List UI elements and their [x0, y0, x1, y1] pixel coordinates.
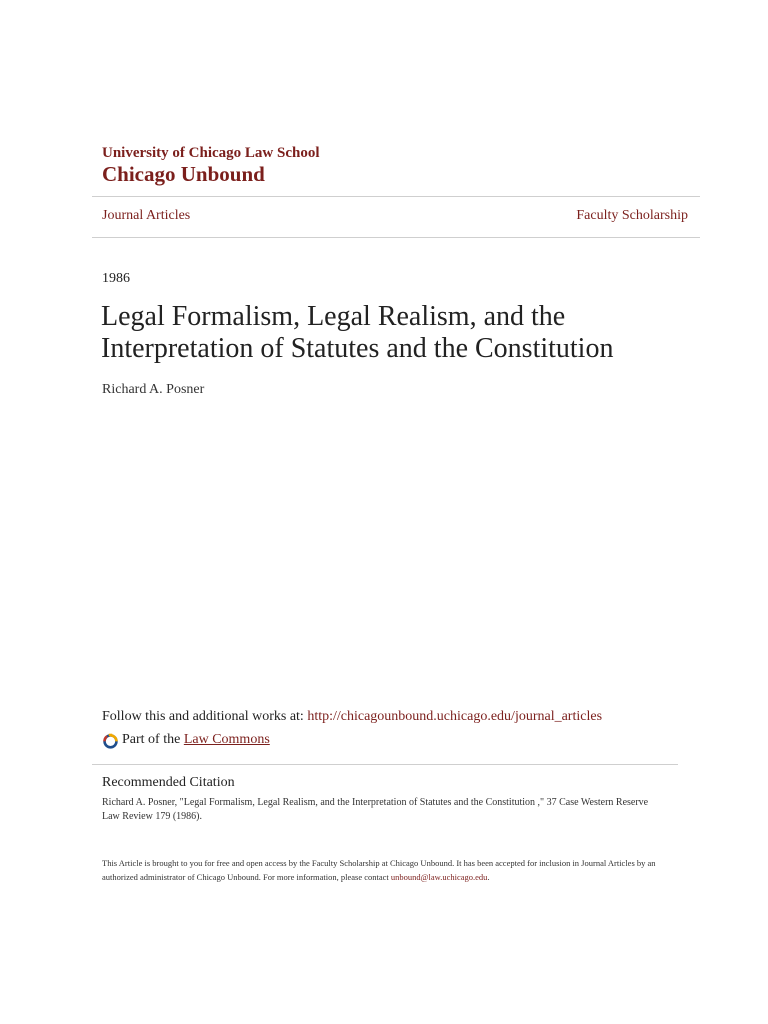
part-of-line	[102, 731, 270, 749]
contact-email-link[interactable]: unbound@law.uchicago.edu	[390, 872, 488, 882]
divider-nav	[92, 237, 700, 238]
repository-name[interactable]: Chicago Unbound	[102, 162, 265, 186]
citation-heading: Recommended Citation	[102, 775, 235, 790]
access-note	[102, 856, 662, 884]
divider-citation	[92, 764, 678, 765]
bepress-commons-icon	[102, 732, 119, 749]
follow-prefix: Follow this and additional works at:	[102, 709, 308, 724]
follow-line	[102, 708, 602, 725]
part-of-prefix: Part of the	[122, 732, 181, 747]
article-author: Richard A. Posner	[102, 382, 205, 397]
faculty-scholarship-link[interactable]: Faculty Scholarship	[576, 208, 688, 223]
article-title: Legal Formalism, Legal Realism, and the Interpretation of Statutes and the Constitution	[101, 301, 614, 364]
institution-name[interactable]: University of Chicago Law School	[102, 145, 320, 161]
journal-articles-url-link[interactable]: http://chicagounbound.uchicago.edu/journal_articles	[307, 709, 603, 724]
access-note-text: This Article is brought to you for free and open access by the Faculty Scholarship at Chicago Unbound. It has been accepted for inclusion in Journal Articles by an authorized administrator of Chicago Unbound. For more information, please contact	[102, 858, 656, 882]
journal-articles-link[interactable]: Journal Articles	[102, 208, 191, 223]
law-commons-link[interactable]: Law Commons	[183, 732, 270, 747]
publication-year: 1986	[102, 271, 130, 286]
repository-header	[102, 145, 702, 186]
divider-top	[92, 196, 700, 197]
access-note-suffix: .	[487, 872, 490, 882]
citation-text: Richard A. Posner, "Legal Formalism, Legal Realism, and the Interpretation of Statutes and the Constitution ," 37 Case Western Reserve Law Review 179 (1986).	[102, 797, 649, 822]
